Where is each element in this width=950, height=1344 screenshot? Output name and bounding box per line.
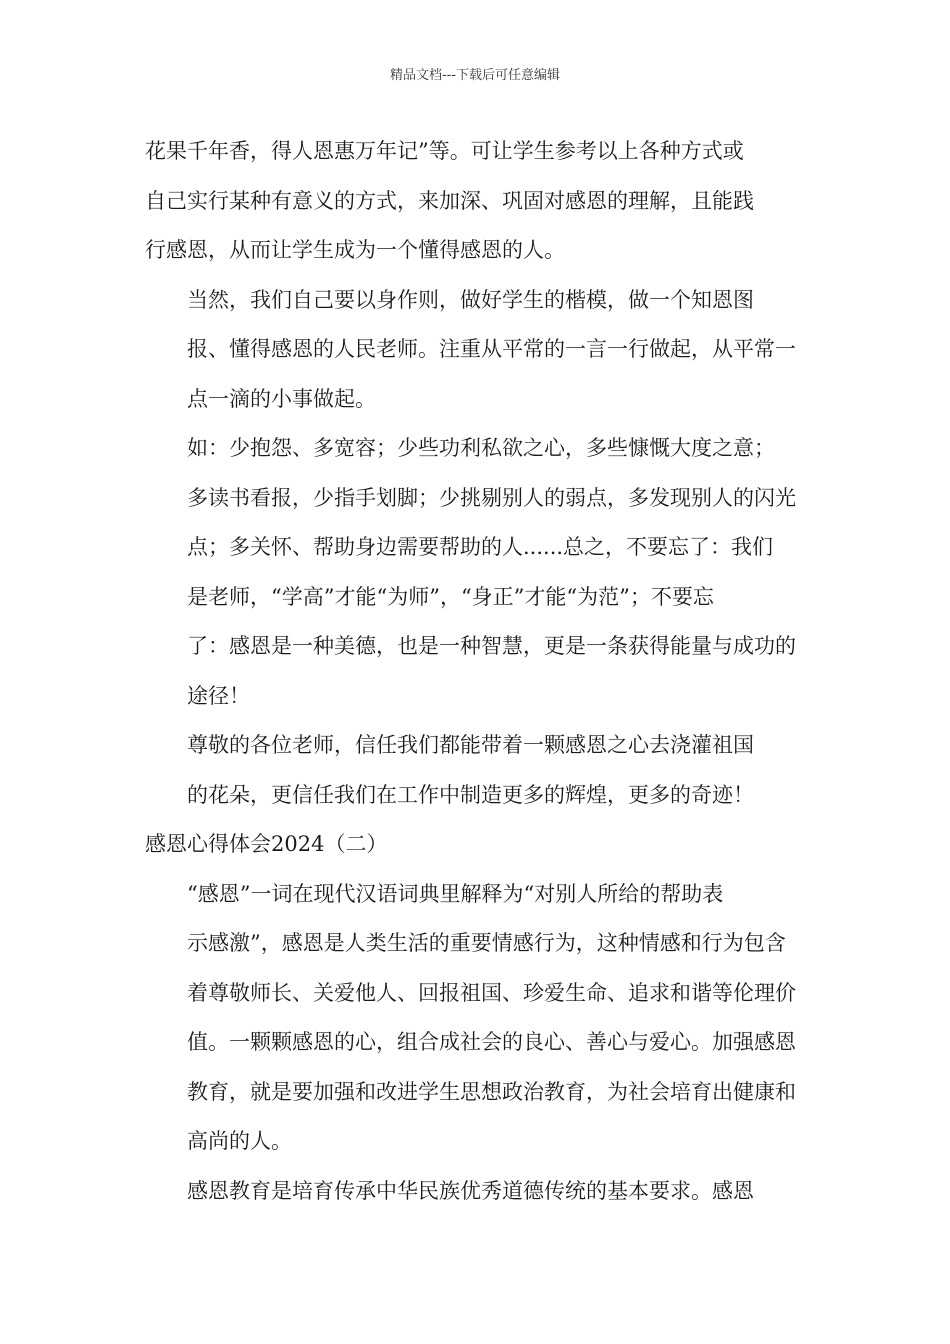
paragraph xyxy=(145,424,817,721)
page-header: 精品文档---下载后可任意编辑 xyxy=(389,68,561,83)
section-heading xyxy=(145,820,817,870)
text-line: 值。一颗颗感恩的心，组合成社会的良心、善心与爱心。加强感恩 xyxy=(187,1030,796,1054)
text-line: 感恩心得体会2024（二） xyxy=(145,832,388,856)
paragraph xyxy=(145,870,817,1167)
text-line: 了：感恩是一种美德，也是一种智慧，更是一条获得能量与成功的 xyxy=(187,634,796,658)
text-line: 报、懂得感恩的人民老师。注重从平常的一言一行做起，从平常一 xyxy=(187,337,796,361)
text-line: 多读书看报，少指手划脚；少挑剔别人的弱点，多发现别人的闪光 xyxy=(187,485,796,510)
text-line: 教育，就是要加强和改进学生思想政治教育，为社会培育出健康和 xyxy=(187,1079,796,1104)
paragraph xyxy=(145,721,817,820)
paragraph xyxy=(145,127,817,276)
text-line: 是老师，“学高”才能“为师”，“身正”才能“为范”；不要忘 xyxy=(187,584,714,609)
text-line: 的花朵，更信任我们在工作中制造更多的辉煌，更多的奇迹！ xyxy=(187,782,754,807)
text-line: 自己实行某种有意义的方式，来加深、巩固对感恩的理解，且能践 xyxy=(145,188,754,213)
text-line: 如：少抱怨、多宽容；少些功利私欲之心，多些慷慨大度之意； xyxy=(187,436,775,460)
text-line: 途径！ xyxy=(187,683,250,708)
text-line: “感恩”一词在现代汉语词典里解释为“对别人所给的帮助表 xyxy=(187,881,724,906)
text-line: 花果千年香，得人恩惠万年记”等。可让学生参考以上各种方式或 xyxy=(145,139,744,163)
text-line: 尊敬的各位老师，信任我们都能带着一颗感恩之心去浇灌祖国 xyxy=(187,733,754,757)
text-line: 行感恩，从而让学生成为一个懂得感恩的人。 xyxy=(145,238,565,262)
text-line: 着尊敬师长、关爱他人、回报祖国、珍爱生命、追求和谐等伦理价 xyxy=(187,980,796,1005)
text-line: 点；多关怀、帮助身边需要帮助的人......总之，不要忘了：我们 xyxy=(187,535,774,559)
paragraph xyxy=(145,1167,817,1217)
text-line: 高尚的人。 xyxy=(187,1129,292,1153)
text-line: 当然，我们自己要以身作则，做好学生的楷模，做一个知恩图 xyxy=(187,287,754,312)
text-line: 示感激”，感恩是人类生活的重要情感行为，这种情感和行为包含 xyxy=(187,931,786,955)
text-line: 感恩教育是培育传承中华民族优秀道德传统的基本要求。感恩 xyxy=(187,1178,754,1203)
document-body xyxy=(145,127,817,1216)
paragraph xyxy=(145,276,817,425)
text-line: 点一滴的小事做起。 xyxy=(187,386,376,411)
